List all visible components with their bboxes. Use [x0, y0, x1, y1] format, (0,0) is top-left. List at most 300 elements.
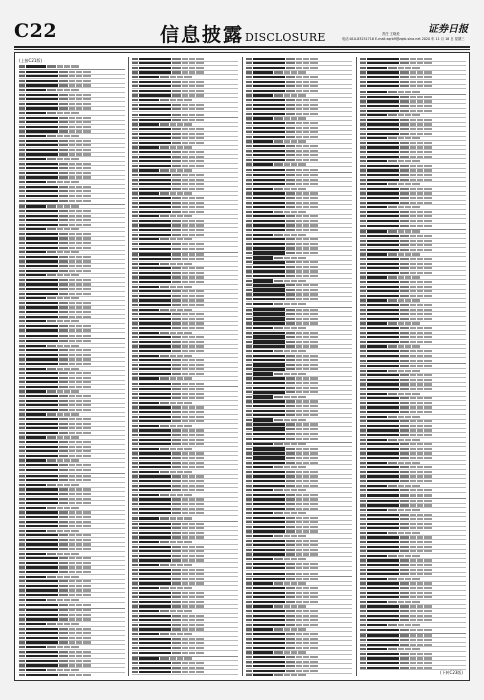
- table-cell: [412, 230, 420, 232]
- table-cell: [246, 243, 252, 245]
- table-cell: [182, 624, 188, 626]
- table-cell: [424, 504, 432, 506]
- table-cell: [360, 411, 366, 413]
- table-cell: [310, 174, 318, 176]
- table-cell: [59, 614, 68, 616]
- table-cell: [412, 276, 420, 278]
- table-cell: [76, 140, 82, 142]
- table-cell: [410, 85, 416, 87]
- table-cell: [189, 373, 195, 375]
- table-cell: [246, 252, 252, 254]
- table-cell: [310, 578, 318, 580]
- table-cell: [76, 589, 82, 591]
- table-cell: [367, 85, 399, 87]
- table-cell: [405, 253, 411, 255]
- table-cell: [172, 188, 181, 190]
- table-cell: [286, 293, 295, 295]
- table-cell: [19, 409, 25, 411]
- table-cell: [139, 624, 171, 626]
- table-cell: [367, 253, 387, 255]
- table-cell: [298, 535, 306, 537]
- table-cell: [76, 521, 82, 523]
- table-cell: [310, 475, 318, 477]
- table-cell: [189, 350, 195, 352]
- table-cell: [76, 381, 82, 383]
- table-cell: [196, 596, 204, 598]
- table-cell: [303, 530, 309, 532]
- table-cell: [246, 647, 252, 649]
- table-cell: [69, 498, 75, 500]
- table-cell: [26, 354, 58, 356]
- table-cell: [76, 186, 82, 188]
- table-cell: [246, 90, 252, 92]
- table-cell: [196, 439, 204, 441]
- table-cell: [410, 81, 416, 83]
- table-cell: [360, 100, 366, 102]
- table-cell: [189, 85, 195, 87]
- table-cell: [69, 260, 75, 262]
- table-cell: [196, 133, 204, 135]
- table-cell: [132, 411, 138, 413]
- table-cell: [246, 275, 252, 277]
- table-cell: [26, 153, 58, 155]
- table-cell: [291, 628, 297, 630]
- table-cell: [19, 107, 25, 109]
- table-cell: [177, 263, 183, 265]
- table-cell: [303, 400, 309, 402]
- table-cell: [303, 355, 309, 357]
- table-cell: [367, 605, 399, 607]
- table-cell: [26, 525, 58, 527]
- table-cell: [367, 536, 399, 538]
- table-cell: [76, 130, 82, 132]
- table-cell: [19, 479, 25, 481]
- table-cell: [417, 119, 423, 121]
- table-cell: [47, 507, 56, 509]
- table-cell: [286, 517, 295, 519]
- table-cell: [19, 614, 25, 616]
- table-cell: [417, 318, 423, 320]
- table-cell: [132, 596, 138, 598]
- table-cell: [253, 335, 285, 339]
- table-cell: [253, 355, 285, 357]
- table-cell: [139, 165, 171, 167]
- table-cell: [286, 113, 295, 115]
- table-cell: [274, 489, 283, 491]
- table-cell: [253, 433, 285, 435]
- table-cell: [298, 303, 306, 305]
- table-cell: [286, 619, 295, 621]
- table-cell: [132, 123, 138, 125]
- table-cell: [286, 345, 295, 347]
- table-cell: [196, 258, 204, 260]
- table-cell: [182, 439, 188, 441]
- table-cell: [26, 562, 58, 564]
- table-cell: [59, 498, 68, 500]
- continued-from-note: (上接C21版): [19, 58, 43, 63]
- table-cell: [184, 541, 192, 543]
- table-cell: [189, 151, 195, 153]
- table-cell: [417, 592, 423, 594]
- table-cell: [400, 615, 409, 617]
- table-cell: [139, 569, 171, 571]
- table-cell: [172, 434, 181, 436]
- table-cell: [132, 350, 138, 352]
- table-cell: [83, 604, 91, 606]
- table-cell: [59, 571, 68, 573]
- table-cell: [139, 160, 171, 162]
- table-cell: [177, 99, 183, 101]
- table-cell: [69, 493, 75, 495]
- table-cell: [291, 535, 297, 537]
- table-cell: [410, 667, 416, 669]
- table-cell: [59, 589, 68, 591]
- table-cell: [400, 489, 409, 491]
- table-cell: [59, 325, 68, 327]
- table-cell: [286, 377, 295, 379]
- table-cell: [139, 489, 171, 491]
- table-cell: [286, 544, 295, 546]
- table-cell: [400, 466, 409, 468]
- table-cell: [298, 211, 306, 213]
- section-title-cn: 信息披露: [160, 24, 245, 46]
- table-cell: [253, 368, 285, 372]
- table-cell: [400, 374, 409, 376]
- table-cell: [19, 297, 25, 299]
- table-cell: [310, 619, 318, 621]
- table-cell: [139, 174, 171, 176]
- table-cell: [182, 662, 188, 664]
- table-cell: [170, 633, 176, 635]
- table-cell: [139, 248, 171, 250]
- table-cell: [424, 313, 432, 315]
- table-cell: [400, 215, 409, 217]
- table-cell: [410, 527, 416, 529]
- table-cell: [59, 200, 68, 202]
- table-cell: [253, 382, 285, 384]
- table-cell: [139, 532, 171, 534]
- table-cell: [400, 336, 409, 338]
- table-cell: [246, 544, 252, 546]
- table-cell: [424, 304, 432, 306]
- table-cell: [253, 279, 273, 283]
- table-cell: [367, 272, 399, 274]
- table-cell: [69, 107, 75, 109]
- table-cell: [296, 391, 302, 393]
- table-cell: [139, 318, 171, 320]
- table-cell: [184, 169, 192, 171]
- table-cell: [19, 103, 25, 105]
- table-cell: [26, 548, 58, 550]
- table-cell: [303, 494, 309, 496]
- table-cell: [19, 609, 25, 611]
- table-cell: [367, 146, 399, 148]
- table-cell: [253, 414, 285, 416]
- table-cell: [26, 200, 58, 202]
- table-cell: [184, 377, 192, 379]
- table-cell: [360, 62, 366, 64]
- table-cell: [196, 406, 204, 408]
- table-cell: [398, 393, 404, 395]
- table-cell: [26, 210, 58, 212]
- table-cell: [286, 368, 295, 370]
- table-cell: [177, 355, 183, 357]
- table-cell: [303, 85, 309, 87]
- table-cell: [424, 110, 432, 112]
- table-cell: [76, 614, 82, 616]
- table-cell: [69, 475, 75, 477]
- table-cell: [367, 215, 399, 217]
- table-cell: [196, 416, 204, 418]
- table-cell: [189, 406, 195, 408]
- table-cell: [246, 197, 252, 199]
- table-cell: [139, 657, 159, 659]
- table-cell: [291, 71, 297, 73]
- table-cell: [360, 569, 366, 571]
- table-cell: [196, 276, 204, 278]
- table-cell: [26, 418, 58, 420]
- table-cell: [410, 434, 416, 436]
- table-cell: [26, 130, 58, 132]
- table-cell: [182, 272, 188, 274]
- table-cell: [424, 202, 432, 204]
- table-cell: [253, 261, 285, 265]
- table-cell: [83, 84, 91, 86]
- table-cell: [246, 452, 252, 454]
- table-cell: [26, 297, 46, 299]
- table-cell: [246, 428, 252, 430]
- table-cell: [83, 117, 91, 119]
- table-cell: [64, 669, 70, 671]
- table-cell: [177, 215, 183, 217]
- table-cell: [189, 341, 195, 343]
- table-cell: [59, 215, 68, 217]
- table-cell: [417, 365, 423, 367]
- table-cell: [296, 76, 302, 78]
- table-cell: [410, 564, 416, 566]
- table-cell: [388, 601, 397, 603]
- table-cell: [400, 188, 409, 190]
- table-cell: [59, 354, 68, 356]
- table-cell: [405, 439, 411, 441]
- table-cell: [286, 433, 295, 435]
- table-cell: [398, 160, 404, 162]
- table-cell: [417, 541, 423, 543]
- table-cell: [160, 286, 169, 288]
- table-cell: [412, 370, 420, 372]
- table-cell: [296, 553, 302, 555]
- table-cell: [139, 322, 171, 324]
- table-cell: [69, 386, 75, 388]
- table-cell: [170, 564, 176, 566]
- table-cell: [83, 516, 91, 518]
- table-cell: [410, 504, 416, 506]
- table-cell: [310, 81, 318, 83]
- table-cell: [284, 489, 290, 491]
- table-cell: [424, 434, 432, 436]
- table-cell: [64, 158, 70, 160]
- table-cell: [172, 350, 181, 352]
- table-cell: [19, 498, 25, 500]
- table-cell: [132, 420, 138, 422]
- table-cell: [310, 131, 318, 133]
- table-cell: [59, 311, 68, 313]
- table-cell: [57, 646, 63, 648]
- table-cell: [172, 128, 181, 130]
- table-cell: [172, 550, 181, 552]
- table-cell: [26, 215, 58, 217]
- table-cell: [76, 618, 82, 620]
- table-cell: [246, 85, 252, 87]
- table-cell: [360, 336, 366, 338]
- table-cell: [291, 140, 297, 142]
- table-cell: [69, 618, 75, 620]
- table-cell: [367, 634, 399, 636]
- table-cell: [360, 657, 366, 659]
- table-cell: [76, 84, 82, 86]
- table-cell: [310, 526, 318, 528]
- table-cell: [139, 587, 159, 589]
- table-cell: [172, 523, 181, 525]
- table-cell: [367, 240, 399, 242]
- table-cell: [310, 638, 318, 640]
- table-cell: [139, 411, 171, 413]
- table-cell: [139, 642, 171, 644]
- table-cell: [417, 596, 423, 598]
- table-cell: [26, 534, 58, 536]
- table-cell: [417, 327, 423, 329]
- table-cell: [360, 299, 366, 301]
- table-cell: [19, 293, 25, 295]
- table-cell: [83, 71, 91, 73]
- table-cell: [367, 619, 399, 621]
- table-cell: [83, 618, 91, 620]
- table-cell: [189, 573, 195, 575]
- table-cell: [424, 142, 432, 144]
- table-cell: [139, 443, 171, 445]
- table-cell: [69, 75, 75, 77]
- table-cell: [69, 98, 75, 100]
- table-cell: [47, 459, 56, 461]
- table-cell: [367, 475, 399, 477]
- table-cell: [83, 423, 91, 425]
- table-cell: [139, 359, 171, 361]
- table-cell: [284, 117, 290, 119]
- table-cell: [367, 100, 399, 102]
- table-cell: [296, 647, 302, 649]
- table-cell: [26, 279, 58, 281]
- table-cell: [19, 646, 25, 648]
- table-cell: [424, 573, 432, 575]
- table-cell: [26, 404, 58, 406]
- table-cell: [398, 624, 404, 626]
- table-cell: [26, 363, 58, 365]
- table-cell: [410, 249, 416, 251]
- table-cell: [69, 176, 75, 178]
- table-cell: [303, 619, 309, 621]
- table-cell: [424, 165, 432, 167]
- table-cell: [367, 452, 399, 454]
- table-cell: [284, 558, 290, 560]
- table-cell: [182, 188, 188, 190]
- table-cell: [360, 114, 366, 116]
- table-cell: [19, 507, 25, 509]
- table-cell: [310, 145, 318, 147]
- table-cell: [253, 266, 285, 268]
- table-cell: [367, 309, 399, 311]
- table-cell: [405, 160, 411, 162]
- table-cell: [76, 488, 82, 490]
- table-cell: [172, 165, 181, 167]
- table-cell: [182, 397, 188, 399]
- table-cell: [69, 377, 75, 379]
- table-cell: [360, 281, 366, 283]
- table-cell: [19, 576, 25, 578]
- table-cell: [71, 530, 79, 532]
- table-cell: [69, 80, 75, 82]
- table-cell: [189, 397, 195, 399]
- table-cell: [83, 493, 91, 495]
- table-cell: [367, 462, 387, 464]
- table-cell: [296, 85, 302, 87]
- table-cell: [132, 512, 138, 514]
- table-cell: [400, 443, 409, 445]
- table-cell: [71, 669, 79, 671]
- table-cell: [47, 181, 56, 183]
- table-cell: [57, 89, 63, 91]
- table-cell: [410, 169, 416, 171]
- table-cell: [360, 653, 366, 655]
- table-cell: [286, 521, 295, 523]
- table-cell: [412, 624, 420, 626]
- table-cell: [76, 655, 82, 657]
- table-cell: [298, 117, 306, 119]
- table-cell: [189, 452, 195, 454]
- table-cell: [424, 569, 432, 571]
- table-cell: [76, 525, 82, 527]
- table-cell: [132, 156, 138, 158]
- table-cell: [182, 578, 188, 580]
- table-cell: [182, 151, 188, 153]
- table-cell: [296, 517, 302, 519]
- table-cell: [132, 439, 138, 441]
- table-cell: [196, 211, 204, 213]
- table-cell: [57, 599, 63, 601]
- table-cell: [76, 660, 82, 662]
- table-cell: [274, 327, 283, 329]
- table-cell: [26, 427, 58, 429]
- table-cell: [246, 257, 252, 259]
- table-cell: [69, 311, 75, 313]
- table-cell: [172, 452, 181, 454]
- table-cell: [286, 540, 295, 542]
- table-cell: [360, 429, 366, 431]
- table-cell: [132, 466, 138, 468]
- table-cell: [400, 133, 409, 135]
- table-cell: [26, 149, 58, 151]
- table-cell: [296, 90, 302, 92]
- table-cell: [76, 363, 82, 365]
- table-cell: [76, 377, 82, 379]
- table-cell: [160, 123, 169, 125]
- table-cell: [360, 133, 366, 135]
- table-cell: [286, 596, 295, 598]
- table-cell: [83, 186, 91, 188]
- table-cell: [410, 653, 416, 655]
- table-cell: [286, 159, 295, 161]
- table-cell: [139, 202, 171, 204]
- table-cell: [170, 657, 176, 659]
